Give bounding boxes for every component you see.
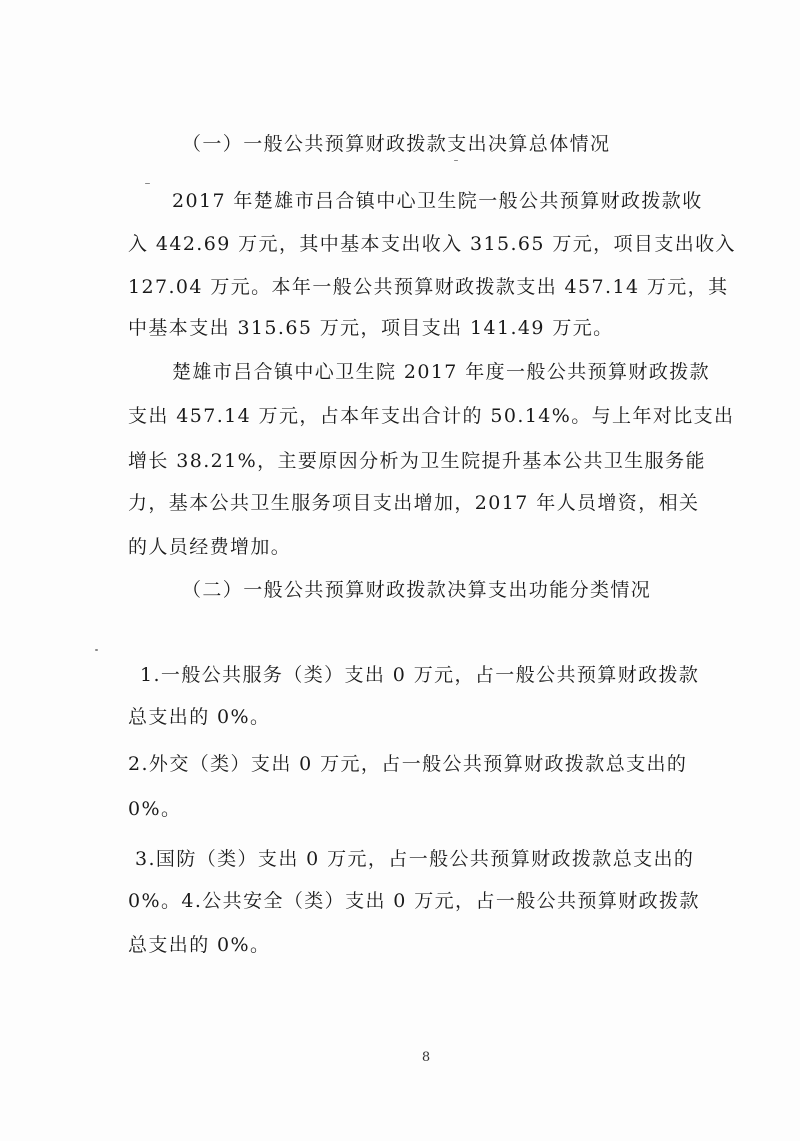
section-1-heading: （一）一般公共预算财政拨款支出决算总体情况 bbox=[182, 133, 611, 155]
item-3-line-1: 3.国防（类）支出 0 万元，占一般公共预算财政拨款总支出的 bbox=[135, 848, 695, 870]
paragraph-2-line-4: 力，基本公共卫生服务项目支出增加，2017 年人员增资，相关 bbox=[128, 492, 700, 514]
paragraph-1-line-1: 2017 年楚雄市吕合镇中心卫生院一般公共预算财政拨款收 bbox=[172, 190, 703, 212]
scan-speck bbox=[454, 160, 458, 161]
page-number: 8 bbox=[421, 1050, 431, 1065]
item-3-line-3: 总支出的 0%。 bbox=[128, 934, 271, 956]
paragraph-2-line-3: 增长 38.21%，主要原因分析为卫生院提升基本公共卫生服务能 bbox=[128, 450, 706, 472]
paragraph-2-line-1: 楚雄市吕合镇中心卫生院 2017 年度一般公共预算财政拨款 bbox=[172, 361, 711, 383]
paragraph-2-line-5: 的人员经费增加。 bbox=[128, 536, 292, 558]
section-2-heading: （二）一般公共预算财政拨款决算支出功能分类情况 bbox=[182, 579, 652, 601]
paragraph-2-line-2: 支出 457.14 万元，占本年支出合计的 50.14%。与上年对比支出 bbox=[128, 405, 735, 427]
item-3-line-2: 0%。4.公共安全（类）支出 0 万元，占一般公共预算财政拨款 bbox=[128, 890, 700, 912]
item-1-line-1: 1.一般公共服务（类）支出 0 万元，占一般公共预算财政拨款 bbox=[140, 664, 700, 686]
paragraph-1-line-4: 中基本支出 315.65 万元，项目支出 141.49 万元。 bbox=[128, 317, 614, 339]
paragraph-1-line-2: 入 442.69 万元，其中基本支出收入 315.65 万元，项目支出收入 bbox=[128, 233, 736, 255]
scan-speck bbox=[95, 649, 98, 651]
scan-speck bbox=[145, 183, 150, 184]
paragraph-1-line-3: 127.04 万元。本年一般公共预算财政拨款支出 457.14 万元，其 bbox=[128, 276, 729, 298]
item-1-line-2: 总支出的 0%。 bbox=[128, 706, 271, 728]
item-2-line-2: 0%。 bbox=[128, 798, 182, 820]
item-2-line-1: 2.外交（类）支出 0 万元，占一般公共预算财政拨款总支出的 bbox=[128, 753, 688, 775]
